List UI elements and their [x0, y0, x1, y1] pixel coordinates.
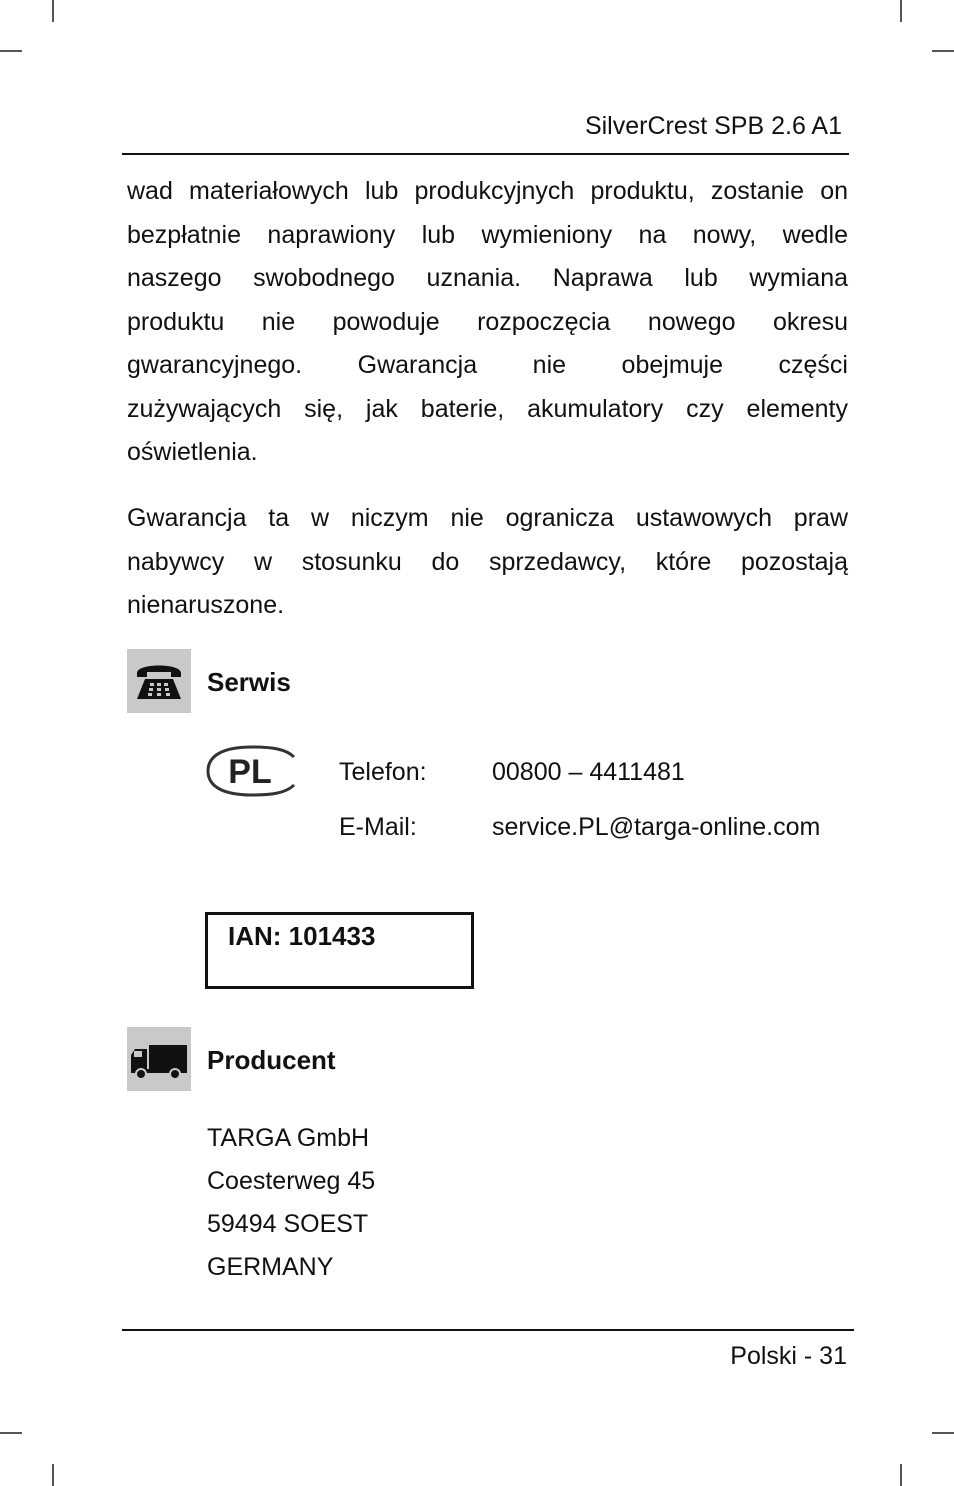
phone-label: Telefon: — [339, 758, 427, 786]
crop-mark — [900, 0, 902, 22]
address-line: Coesterweg 45 — [207, 1167, 376, 1195]
producer-section-title: Producent — [207, 1045, 336, 1075]
crop-mark — [932, 50, 954, 52]
text-line: gwarancyjnego. Gwarancja nie obejmuje części — [127, 351, 848, 379]
crop-mark — [932, 1432, 954, 1434]
crop-mark — [0, 1432, 22, 1434]
crop-mark — [52, 0, 54, 22]
address-line: TARGA GmbH — [207, 1124, 370, 1152]
text-line: bezpłatnie naprawiony lub wymieniony na nowy, wedle — [127, 220, 848, 249]
telephone-icon — [127, 649, 191, 713]
phone-value: 00800 – 4411481 — [492, 758, 685, 786]
address-line: 59494 SOEST — [207, 1210, 369, 1238]
ian-box — [205, 912, 474, 989]
crop-mark — [52, 1464, 54, 1486]
warranty-paragraph — [127, 170, 848, 475]
ian-number: IAN: 101433 — [228, 921, 376, 951]
email-value: service.PL@targa-online.com — [492, 813, 821, 841]
email-label: E-Mail: — [339, 813, 417, 841]
page-footer: Polski - 31 — [730, 1342, 847, 1370]
text-line: wad materiałowych lub produkcyjnych produktu, zostanie on — [127, 177, 848, 205]
country-badge-icon — [206, 745, 298, 797]
text-line: produktu nie powoduje rozpoczęcia nowego okresu — [127, 307, 848, 336]
truck-icon — [127, 1027, 191, 1091]
document-header-title: SilverCrest SPB 2.6 A1 — [584, 112, 842, 140]
text-line: naszego swobodnego uznania. Naprawa lub wymiana — [127, 264, 848, 292]
crop-mark — [0, 50, 22, 52]
address-line: GERMANY — [207, 1253, 334, 1281]
country-code: PL — [228, 753, 272, 791]
text-line: oświetlenia. — [127, 438, 258, 466]
text-line: Gwarancja ta w niczym nie ogranicza ustawowych praw — [127, 504, 848, 532]
text-line: zużywających się, jak baterie, akumulatory czy elementy — [127, 394, 848, 423]
crop-mark — [900, 1464, 902, 1486]
footer-rule — [122, 1329, 854, 1331]
text-line: nabywcy w stosunku do sprzedawcy, które pozostają — [127, 547, 848, 576]
header-rule — [122, 153, 849, 155]
statutory-rights-paragraph — [127, 497, 848, 628]
text-line: nienaruszone. — [127, 591, 285, 619]
service-section-title: Serwis — [207, 667, 291, 697]
